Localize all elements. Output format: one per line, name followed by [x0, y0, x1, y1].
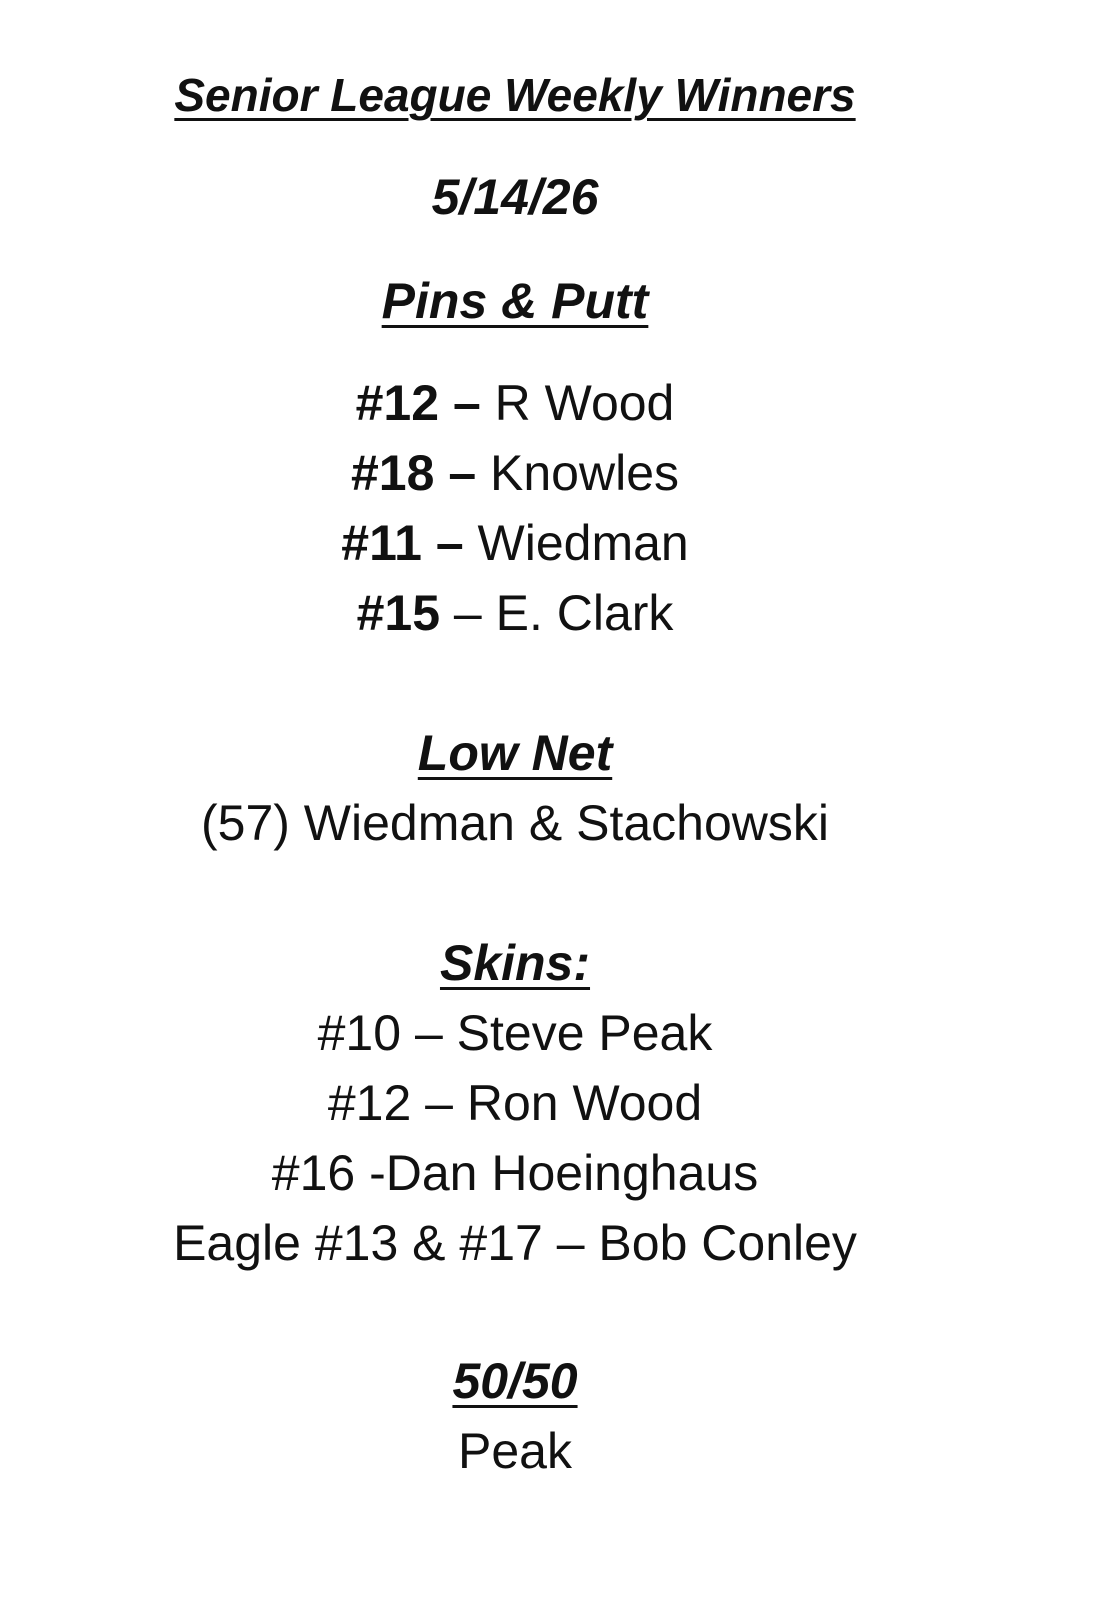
skins-entry: #10 – Steve Peak	[317, 1005, 713, 1061]
hole-number: #15	[356, 585, 441, 641]
pins-putt-entry	[0, 445, 1030, 501]
entry-dash: –	[439, 375, 495, 431]
pins-putt-heading: Pins & Putt	[381, 273, 649, 329]
winner-name: Knowles	[490, 445, 680, 501]
pins-putt-entry	[0, 585, 1030, 641]
skins-entry: Eagle #13 & #17 – Bob Conley	[173, 1215, 857, 1271]
low-net-entry: (57) Wiedman & Stachowski	[200, 795, 829, 851]
hole-number: #12	[355, 375, 440, 431]
winner-name: Wiedman	[477, 515, 689, 571]
fifty-fifty-heading: 50/50	[452, 1353, 578, 1409]
pins-putt-entry	[0, 515, 1030, 571]
skins-entry: #12 – Ron Wood	[327, 1075, 703, 1131]
entry-dash: –	[421, 515, 478, 571]
winner-name: E. Clark	[495, 585, 674, 641]
winner-name: R Wood	[494, 375, 675, 431]
pins-putt-entry	[0, 375, 1030, 431]
hole-number: #18	[350, 445, 435, 501]
entry-dash: –	[434, 445, 491, 501]
skins-entry: #16 -Dan Hoeinghaus	[271, 1145, 759, 1201]
event-date: 5/14/26	[431, 169, 599, 225]
fifty-fifty-entry: Peak	[458, 1423, 572, 1479]
entry-dash: –	[440, 585, 496, 641]
document-title: Senior League Weekly Winners	[174, 69, 856, 121]
hole-number: #11	[341, 515, 422, 571]
skins-heading: Skins:	[439, 935, 591, 991]
low-net-heading: Low Net	[417, 725, 613, 781]
